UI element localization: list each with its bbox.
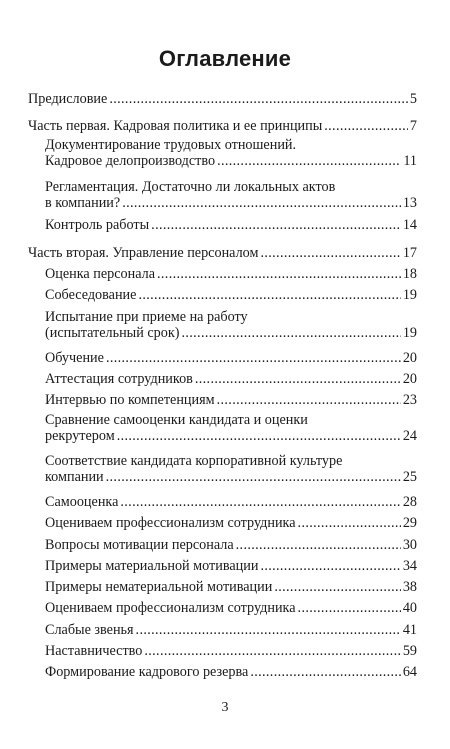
page-number: 3 <box>221 700 229 715</box>
dot-leader <box>217 153 401 169</box>
dot-leader <box>136 622 401 638</box>
toc-entry-title: Примеры нематериальной мотивации <box>45 579 273 595</box>
toc-entry-title: Собеседование <box>45 287 137 303</box>
toc-entry[interactable] <box>45 600 417 616</box>
toc-entry-page: 18 <box>402 266 417 282</box>
dot-leader <box>181 325 400 341</box>
toc-entry-title-line: Регламентация. Достаточно ли локальных актов <box>45 179 336 195</box>
toc-entry-title: Формирование кадрового резерва <box>45 664 249 680</box>
toc-entry-title: Часть вторая. Управление персоналом <box>28 245 259 261</box>
toc-entry-page: 13 <box>402 195 417 211</box>
toc-entry[interactable] <box>45 453 417 485</box>
toc-entry-page: 38 <box>402 579 417 595</box>
toc-entry-page: 14 <box>402 217 417 233</box>
toc-entry[interactable] <box>45 579 417 595</box>
toc-entry-title: Интервью по компетенциям <box>45 392 215 408</box>
toc-entry-title-line: Соответствие кандидата корпоративной культуре <box>45 453 343 469</box>
toc-entry-title: Вопросы мотивации персонала <box>45 537 234 553</box>
toc-entry[interactable] <box>45 537 417 553</box>
dot-leader <box>138 287 400 303</box>
toc-entry-page: 24 <box>402 428 417 444</box>
toc-entry[interactable] <box>45 287 417 303</box>
toc-entry-page: 23 <box>402 392 417 408</box>
dot-leader <box>298 600 401 616</box>
dot-leader <box>324 118 408 134</box>
toc-entry-title: Контроль работы <box>45 217 150 233</box>
toc-entry[interactable] <box>28 91 417 107</box>
toc-entry-title: Оцениваем профессионализм сотрудника <box>45 600 296 616</box>
toc-entry[interactable] <box>28 118 417 134</box>
toc-entry[interactable] <box>45 412 417 444</box>
toc-entry-page: 11 <box>403 153 417 169</box>
dot-leader <box>120 494 400 510</box>
toc-entry-page: 5 <box>409 91 417 107</box>
dot-leader <box>122 195 401 211</box>
toc-entry[interactable] <box>45 309 417 341</box>
toc-entry[interactable] <box>45 664 417 680</box>
toc-entry-page: 30 <box>402 537 417 553</box>
toc-entry-title: Слабые звенья <box>45 622 134 638</box>
toc-entry[interactable] <box>45 266 417 282</box>
dot-leader <box>106 350 401 366</box>
toc-entry[interactable] <box>45 371 417 387</box>
toc-entry-title: Предисловие <box>28 91 108 107</box>
dot-leader <box>106 469 401 485</box>
toc-entry-title: (испытательный срок) <box>45 325 180 341</box>
toc-entry-page: 40 <box>402 600 417 616</box>
toc-entry-title: компании <box>45 469 104 485</box>
toc-entry-page: 17 <box>402 245 417 261</box>
toc-entry-page: 19 <box>402 287 417 303</box>
toc-entry-title: Кадровое делопроизводство <box>45 153 216 169</box>
page-title: Оглавление <box>158 46 292 71</box>
toc-entry[interactable] <box>45 494 417 510</box>
toc-entry-title: Оценка персонала <box>45 266 156 282</box>
toc-entry[interactable] <box>28 245 417 261</box>
dot-leader <box>260 558 400 574</box>
dot-leader <box>298 515 401 531</box>
dot-leader <box>250 664 400 680</box>
toc-entry[interactable] <box>45 179 417 211</box>
toc-entry-page: 20 <box>402 350 417 366</box>
toc-entry-page: 64 <box>402 664 417 680</box>
toc-entry-title: Аттестация сотрудников <box>45 371 193 387</box>
toc-entry[interactable] <box>45 643 417 659</box>
toc-entry[interactable] <box>45 558 417 574</box>
toc-entry-page: 29 <box>402 515 417 531</box>
toc-entry-page: 59 <box>402 643 417 659</box>
toc-entry-title: Примеры материальной мотивации <box>45 558 259 574</box>
toc-entry-title-line: Документирование трудовых отношений. <box>45 137 297 153</box>
toc-entry-title: Часть первая. Кадровая политика и ее принципы <box>28 118 323 134</box>
dot-leader <box>117 428 401 444</box>
toc-entry-page: 25 <box>402 469 417 485</box>
toc-entry-title: Обучение <box>45 350 104 366</box>
dot-leader <box>217 392 401 408</box>
toc-entry[interactable] <box>45 350 417 366</box>
toc-entry-page: 19 <box>402 325 417 341</box>
toc-entry-page: 7 <box>409 118 417 134</box>
toc-entry-title: Наставничество <box>45 643 143 659</box>
toc-entry[interactable] <box>45 622 417 638</box>
toc-entry-page: 28 <box>402 494 417 510</box>
dot-leader <box>274 579 400 595</box>
toc-entry[interactable] <box>45 392 417 408</box>
dot-leader <box>260 245 400 261</box>
toc-entry[interactable] <box>45 217 417 233</box>
toc-entry-title: в компании? <box>45 195 121 211</box>
toc-entry-page: 20 <box>402 371 417 387</box>
toc-entry-title-line: Сравнение самооценки кандидата и оценки <box>45 412 308 428</box>
dot-leader <box>157 266 401 282</box>
toc-entry-title: Оцениваем профессионализм сотрудника <box>45 515 296 531</box>
dot-leader <box>144 643 400 659</box>
dot-leader <box>236 537 401 553</box>
dot-leader <box>195 371 401 387</box>
dot-leader <box>151 217 401 233</box>
dot-leader <box>109 91 408 107</box>
toc-entry-page: 34 <box>402 558 417 574</box>
toc-entry-title: Самооценка <box>45 494 119 510</box>
toc-entry-title-line: Испытание при приеме на работу <box>45 309 248 325</box>
toc-entry-page: 41 <box>402 622 417 638</box>
toc-entry[interactable] <box>45 515 417 531</box>
toc-entry-title: рекрутером <box>45 428 115 444</box>
toc-entry[interactable] <box>45 137 417 169</box>
